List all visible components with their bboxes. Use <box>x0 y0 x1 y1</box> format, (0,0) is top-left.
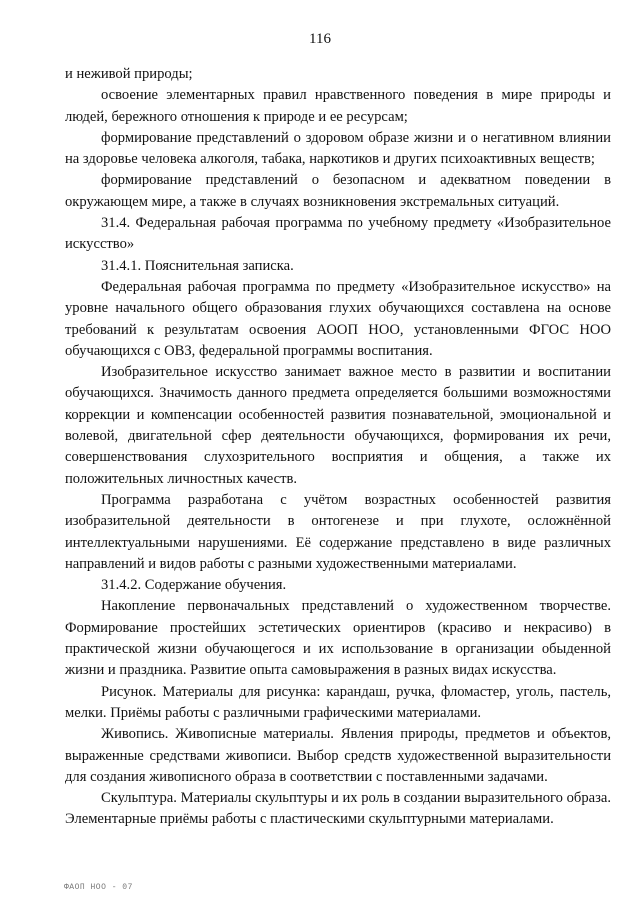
paragraph: формирование представлений о безопасном и адекватном поведении в окружающем мире, а также в случаях возникновения экстремальных ситуаций. <box>65 172 611 210</box>
subsection-heading: 31.4.2. Содержание обучения. <box>101 577 287 594</box>
section-heading: 31.4. Федеральная рабочая программа по учебному предмету «Изобразительное искусство» <box>65 215 611 253</box>
paragraph: Живопись. Живописные материалы. Явления природы, предметов и объектов, выраженные средствами живописи. Выбор средств художественной выразительности для создания живописного образа в соответствии с поставленными задачами. <box>65 726 611 785</box>
document-body <box>65 64 611 831</box>
page-number: 116 <box>309 31 331 47</box>
paragraph: и неживой природы; <box>65 66 193 82</box>
paragraph: Программа разработана с учётом возрастных особенностей развития изобразительной деятельности в онтогенезе и при глухоте, осложнённой интеллектуальными нарушениями. Её содержание представлено в виде различных направлений и видов работы с разными художественными материалами. <box>65 491 611 572</box>
paragraph: освоение элементарных правил нравственного поведения в мире природы и людей, бережного отношения к природе и ее ресурсам; <box>65 87 611 125</box>
paragraph: Рисунок. Материалы для рисунка: карандаш, ручка, фломастер, уголь, пастель, мелки. Приёмы работы с различными графическими материалами. <box>65 683 611 721</box>
paragraph: Накопление первоначальных представлений о художественном творчестве. Формирование простейших эстетических ориентиров (красиво и некрасиво) в практической жизни обучающегося и их использование в организации обыденной жизни и праздника. Развитие опыта самовыражения в разных видах искусства. <box>65 598 611 679</box>
paragraph: Скульптура. Материалы скульптуры и их роль в создании выразительного образа. Элементарные приёмы работы с пластическими скульптурными материалами. <box>65 790 611 828</box>
paragraph: Федеральная рабочая программа по предмету «Изобразительное искусство» на уровне начального общего образования глухих обучающихся составлена на основе требований к результатам освоения АООП НОО, установленными ФГОС НОО обучающихся с ОВЗ, федеральной программы воспитания. <box>65 278 611 359</box>
footer-code: ФАОП НОО - 07 <box>64 883 133 892</box>
paragraph: Изобразительное искусство занимает важное место в развитии и воспитании обучающихся. Значимость данного предмета определяется большими возможностями коррекции и компенсации особенностей развития познавательной, эмоциональной и волевой, двигательной сфер деятельности обучающихся, формирования их речи, совершенствования слухозрительного восприятия и общения, а также их положительных личностных качеств. <box>65 364 611 487</box>
subsection-heading: 31.4.1. Пояснительная записка. <box>101 257 294 274</box>
paragraph: формирование представлений о здоровом образе жизни и о негативном влиянии на здоровье человека алкоголя, табака, наркотиков и других психоактивных веществ; <box>65 129 611 168</box>
